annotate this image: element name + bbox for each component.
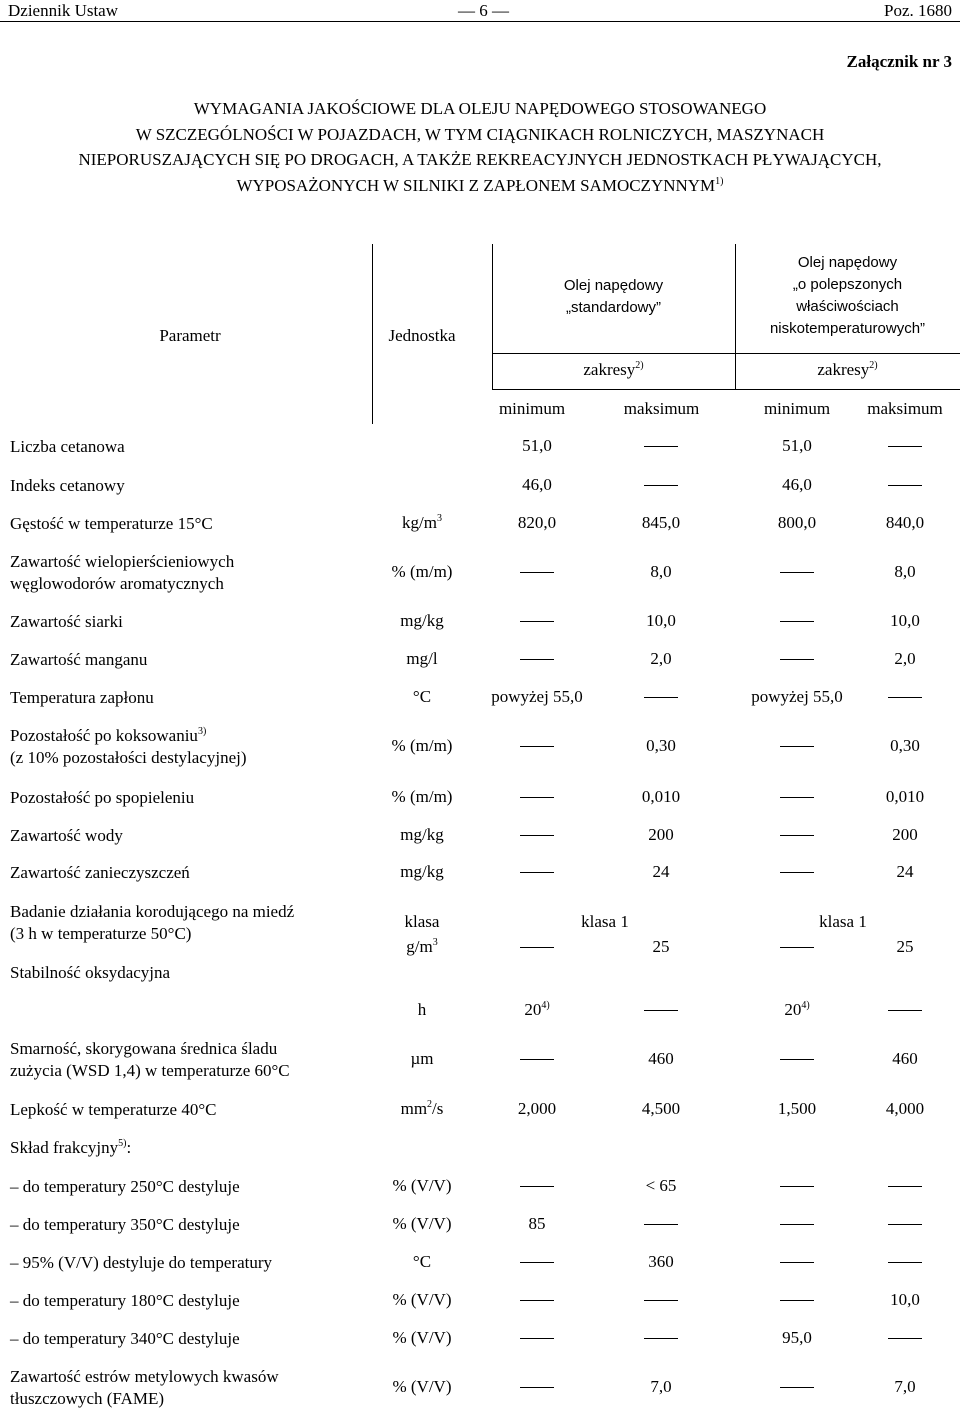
std-minimum: minimum <box>498 399 566 418</box>
parameter-line <box>10 475 125 497</box>
parameter-line: zużycia (WSD 1,4) w temperaturze 60°C <box>10 1061 290 1080</box>
dash-mark <box>644 1224 678 1225</box>
unit-text: µm <box>410 1049 434 1068</box>
dash-mark <box>780 1262 814 1263</box>
value-cell-text: 460 <box>892 1049 918 1068</box>
value-cell-text: 51,0 <box>522 436 552 455</box>
dash-mark <box>520 1338 554 1339</box>
span-value <box>581 912 629 932</box>
unit-text: mg/l <box>406 649 438 668</box>
page-header <box>0 0 960 22</box>
position-number: Poz. 1680 <box>884 1 952 20</box>
unit-text: kg/m <box>402 513 437 532</box>
parameter-cell <box>10 1328 240 1350</box>
parameter-line <box>10 1252 272 1274</box>
unit-text: g/m <box>406 937 433 956</box>
dash-mark <box>780 1224 814 1225</box>
col-improved-title <box>735 252 960 340</box>
improved-line: właściwościach <box>796 298 899 315</box>
value-cell-text: 7,0 <box>894 1377 916 1396</box>
document-title <box>0 96 960 198</box>
parameter-text: Smarność, skorygowana średnica śladu <box>10 1039 278 1058</box>
value-cell <box>650 1377 671 1397</box>
dash-mark <box>780 872 814 873</box>
parameter-cell <box>10 1137 131 1159</box>
unit-cell: h <box>417 1000 427 1019</box>
value-cell <box>886 787 924 807</box>
parameter-line: (3 h w temperaturze 50°C) <box>10 924 192 943</box>
unit-cell <box>410 1049 433 1069</box>
value-cell-text: 845,0 <box>641 513 681 532</box>
dash-mark <box>644 697 678 698</box>
parameter-cell <box>10 825 123 847</box>
header-rule <box>492 353 960 354</box>
parameter-line <box>10 1099 216 1121</box>
value-cell <box>782 436 812 456</box>
dash-mark <box>520 1387 554 1388</box>
value-cell <box>894 562 915 582</box>
header-rule <box>492 389 960 390</box>
unit-sup: 3 <box>436 513 442 524</box>
unit-text: % (m/m) <box>391 787 453 806</box>
parameter-cell <box>10 436 125 458</box>
imp-minimum: minimum <box>763 399 831 418</box>
title-line-text: WYPOSAŻONYCH W SILNIKI Z ZAPŁONEM SAMOCZYNNYM <box>236 175 716 195</box>
value-cell-sup: 4) <box>801 1000 810 1011</box>
parameter-text: Stabilność oksydacyjna <box>10 963 171 982</box>
unit-cell <box>406 649 437 669</box>
unit-text: mm <box>400 1099 428 1118</box>
dash-mark <box>780 1186 814 1187</box>
unit-cell <box>392 1214 451 1234</box>
parameter-line <box>10 1137 131 1159</box>
unit-cell <box>400 611 443 631</box>
dash-mark <box>780 1059 814 1060</box>
dash-mark <box>780 835 814 836</box>
unit-text: % (V/V) <box>392 1214 452 1233</box>
parameter-text: Gęstość w temperaturze 15°C <box>10 514 213 533</box>
dash-mark <box>520 835 554 836</box>
value-cell-sup: 4) <box>541 1000 550 1011</box>
parameter-cell <box>10 1252 272 1274</box>
unit-sup: 3 <box>432 937 438 948</box>
value-cell-text: 7,0 <box>650 1377 672 1396</box>
value-cell <box>894 1377 915 1397</box>
parameter-text: Pozostałość po spopieleniu <box>10 788 195 807</box>
title-line: WYMAGANIA JAKOŚCIOWE DLA OLEJU NAPĘDOWEGO STOSOWANEGO <box>193 99 767 118</box>
value-cell-text: powyżej 55,0 <box>751 687 843 706</box>
dash-mark <box>780 797 814 798</box>
unit-text: klasa <box>404 912 440 931</box>
dash-mark <box>888 697 922 698</box>
dash-mark <box>780 572 814 573</box>
parameter-line <box>10 513 213 535</box>
value-cell <box>751 687 843 707</box>
value-cell-text: 4,500 <box>641 1099 681 1118</box>
unit-text: % (m/m) <box>391 562 453 581</box>
value-cell-text: 25 <box>652 937 670 956</box>
value-cell-text: 24 <box>652 862 670 881</box>
value-cell-text: 24 <box>896 862 914 881</box>
col-standard-title <box>492 275 735 319</box>
dash-mark <box>644 485 678 486</box>
span-value <box>819 912 867 932</box>
dash-mark <box>888 446 922 447</box>
parameter-text: Badanie działania korodującego na miedź <box>10 902 295 921</box>
value-cell <box>522 436 552 456</box>
value-cell-text: 0,30 <box>890 736 920 755</box>
parameter-line <box>10 962 170 984</box>
parameter-line <box>10 436 125 458</box>
journal-name: Dziennik Ustaw <box>8 1 119 20</box>
parameter-cell <box>10 513 213 535</box>
value-cell <box>782 475 812 495</box>
parameter-text: – do temperatury 340°C destyluje <box>10 1329 240 1348</box>
parameter-text: Zawartość siarki <box>10 612 123 631</box>
parameter-line <box>10 1328 240 1350</box>
value-cell <box>642 1099 680 1119</box>
parameter-cell <box>10 1366 279 1410</box>
unit-cell <box>392 787 453 807</box>
improved-line: „o polepszonych <box>792 276 903 293</box>
value-cell <box>648 1252 674 1272</box>
parameter-cell <box>10 687 154 709</box>
col-jednostka: Jednostka <box>388 326 456 345</box>
dash-mark <box>780 746 814 747</box>
parameter-line: węglowodorów aromatycznych <box>10 574 224 593</box>
unit-cell <box>392 1377 451 1397</box>
dash-mark <box>780 947 814 948</box>
value-cell-text: 46,0 <box>522 475 552 494</box>
dash-mark <box>888 485 922 486</box>
value-cell-text: 0,010 <box>641 787 681 806</box>
parameter-text: Indeks cetanowy <box>10 476 125 495</box>
improved-line: niskotemperaturowych” <box>769 320 926 337</box>
dash-mark <box>520 872 554 873</box>
unit-text: °C <box>412 1252 432 1271</box>
parameter-line <box>10 862 190 884</box>
unit-cell <box>401 1099 444 1119</box>
value-cell <box>642 787 680 807</box>
value-cell-text: 0,30 <box>646 736 676 755</box>
parameter-text: Zawartość wody <box>10 826 123 845</box>
std-line: „standardowy” <box>565 299 662 316</box>
value-cell-text: 200 <box>648 825 674 844</box>
parameter-cell <box>10 611 123 633</box>
unit-text: % (V/V) <box>392 1290 452 1309</box>
std-line: Olej napędowy <box>563 277 664 294</box>
parameter-text: Temperatura zapłonu <box>10 688 154 707</box>
parameter-text: – do temperatury 250°C destyluje <box>10 1177 240 1196</box>
value-cell-text: 360 <box>648 1252 674 1271</box>
parameter-line <box>10 725 247 747</box>
value-cell-text: 820,0 <box>517 513 557 532</box>
dash-mark <box>780 1300 814 1301</box>
parameter-cell <box>10 901 294 945</box>
value-cell-text: 840,0 <box>885 513 925 532</box>
unit-tail: /s <box>432 1099 444 1118</box>
value-cell-text: < 65 <box>645 1176 677 1195</box>
parameter-cell <box>10 1038 290 1082</box>
parameter-line <box>10 787 194 809</box>
unit-cell <box>413 1252 431 1272</box>
parameter-footnote: 5) <box>118 1138 127 1149</box>
value-cell <box>890 611 920 631</box>
dash-mark <box>644 446 678 447</box>
dash-mark <box>520 1300 554 1301</box>
improved-zakresy <box>735 359 960 381</box>
parameter-line <box>10 1038 290 1060</box>
value-cell-text: 10,0 <box>890 1290 920 1309</box>
value-cell-text: 460 <box>648 1049 674 1068</box>
parameter-cell <box>10 787 194 809</box>
unit-cell <box>400 862 443 882</box>
unit-sup: 2 <box>427 1099 433 1110</box>
value-cell <box>650 562 671 582</box>
parameter-line <box>10 1214 240 1236</box>
unit-cell <box>392 1328 451 1348</box>
parameter-line <box>10 1176 240 1198</box>
unit-text: mg/kg <box>400 611 444 630</box>
value-cell <box>522 475 552 495</box>
value-cell <box>642 513 680 533</box>
value-cell <box>529 1214 546 1234</box>
value-cell <box>653 862 670 882</box>
parameter-cell <box>10 475 125 497</box>
value-cell <box>782 1328 812 1348</box>
std-zakresy <box>492 359 735 381</box>
parameter-cell <box>10 725 247 769</box>
zakresy-label: zakresy <box>817 360 870 379</box>
span-value-text: klasa 1 <box>581 912 629 931</box>
dash-mark <box>644 1338 678 1339</box>
parameter-cell <box>10 1290 240 1312</box>
title-line <box>0 173 960 199</box>
parameter-line <box>10 687 154 709</box>
unit-text: °C <box>412 687 432 706</box>
dash-mark <box>888 1186 922 1187</box>
parameter-line <box>10 1290 240 1312</box>
value-cell-text: powyżej 55,0 <box>491 687 583 706</box>
parameter-text: Zawartość manganu <box>10 650 148 669</box>
value-cell <box>650 649 671 669</box>
value-cell <box>784 1000 809 1020</box>
parameter-cell <box>10 551 234 595</box>
std-maksimum: maksimum <box>623 399 700 418</box>
parameter-text: Zawartość zanieczyszczeń <box>10 863 190 882</box>
value-cell-text: 46,0 <box>782 475 812 494</box>
parameter-cell <box>10 1214 240 1236</box>
parameter-line: tłuszczowych (FAME) <box>10 1389 165 1408</box>
value-cell <box>518 1099 556 1119</box>
value-cell <box>646 736 676 756</box>
unit-cell <box>402 513 442 533</box>
value-cell-text: 10,0 <box>646 611 676 630</box>
title-line: W SZCZEGÓLNOŚCI W POJAZDACH, W TYM CIĄGNIKACH ROLNICZYCH, MASZYNACH <box>135 124 825 144</box>
value-cell-text: 4,000 <box>885 1099 925 1118</box>
value-cell <box>648 825 674 845</box>
unit-cell <box>392 1290 451 1310</box>
dash-mark <box>520 572 554 573</box>
value-cell-text: 200 <box>892 825 918 844</box>
parameter-text: Skład frakcyjny <box>10 1138 119 1157</box>
unit-cell <box>392 1176 451 1196</box>
parameter-text: Liczba cetanowa <box>10 437 125 456</box>
value-cell-text: 1,500 <box>777 1099 817 1118</box>
unit-cell <box>392 736 453 756</box>
dash-mark <box>888 1224 922 1225</box>
value-cell <box>890 736 920 756</box>
value-cell-text: 51,0 <box>782 436 812 455</box>
dash-mark <box>780 659 814 660</box>
value-cell-text: 25 <box>896 937 914 956</box>
value-cell <box>653 937 670 957</box>
unit-cell <box>400 825 443 845</box>
title-footnote: 1) <box>715 175 724 187</box>
parameter-cell <box>10 1099 216 1121</box>
dash-mark <box>520 1262 554 1263</box>
unit-text: % (m/m) <box>391 736 453 755</box>
parameter-text: – do temperatury 180°C destyluje <box>10 1291 240 1310</box>
dash-mark <box>520 746 554 747</box>
parameter-line <box>10 611 123 633</box>
header-rule <box>0 21 960 22</box>
parameter-cell <box>10 962 170 984</box>
dash-mark <box>520 1186 554 1187</box>
unit-text: mg/kg <box>400 862 444 881</box>
value-cell-text: 2,0 <box>894 649 916 668</box>
parameter-line: (z 10% pozostałości destylacyjnej) <box>10 748 247 767</box>
value-cell-text: 20 <box>784 1000 802 1019</box>
parameter-text: – do temperatury 350°C destyluje <box>10 1215 240 1234</box>
parameter-text: Lepkość w temperaturze 40°C <box>10 1100 217 1119</box>
col-parametr: Parametr <box>159 326 221 345</box>
value-cell <box>892 825 918 845</box>
dash-mark <box>520 621 554 622</box>
parameter-text: Zawartość wielopierścieniowych <box>10 552 235 571</box>
value-cell-text: 8,0 <box>650 562 672 581</box>
title-line: NIEPORUSZAJĄCYCH SIĘ PO DROGACH, A TAKŻE REKREACYJNYCH JEDNOSTKACH PŁYWAJĄCYCH, <box>78 150 882 169</box>
parameter-line <box>10 649 147 671</box>
parameter-line <box>10 551 234 573</box>
unit-text: % (V/V) <box>392 1328 452 1347</box>
page-number: — 6 — <box>458 1 509 20</box>
value-cell-text: 2,0 <box>650 649 672 668</box>
parameter-text: Zawartość estrów metylowych kwasów <box>10 1367 279 1386</box>
parameter-line <box>10 1366 279 1388</box>
parameter-cell <box>10 862 190 884</box>
value-cell-text: 85 <box>528 1214 546 1233</box>
value-cell <box>894 649 915 669</box>
value-cell <box>648 1049 674 1069</box>
value-cell <box>886 1099 924 1119</box>
unit-text: % (V/V) <box>392 1176 452 1195</box>
value-cell <box>778 1099 816 1119</box>
value-cell-text: 8,0 <box>894 562 916 581</box>
value-cell <box>886 513 924 533</box>
value-cell <box>491 687 583 707</box>
dash-mark <box>888 1338 922 1339</box>
unit-text: mg/kg <box>400 825 444 844</box>
value-cell <box>897 862 914 882</box>
value-cell-text: 2,000 <box>517 1099 557 1118</box>
value-cell <box>892 1049 918 1069</box>
span-value-text: klasa 1 <box>819 912 867 931</box>
parameter-text: – 95% (V/V) destyluje do temperatury <box>10 1253 273 1272</box>
dash-mark <box>644 1010 678 1011</box>
dash-mark <box>520 797 554 798</box>
unit-cell <box>405 912 440 932</box>
unit-cell <box>413 687 431 707</box>
parameter-tail: : <box>126 1138 132 1157</box>
value-cell <box>524 1000 549 1020</box>
parameter-cell <box>10 649 147 671</box>
annex-label: Załącznik nr 3 <box>846 52 952 71</box>
zakresy-footnote: 2) <box>869 360 878 371</box>
value-cell <box>890 1290 920 1310</box>
dash-mark <box>780 1387 814 1388</box>
zakresy-footnote: 2) <box>635 360 644 371</box>
parameter-text: Pozostałość po koksowaniu <box>10 726 198 745</box>
unit-cell <box>392 562 453 582</box>
dash-mark <box>520 659 554 660</box>
parameter-footnote: 3) <box>197 726 207 737</box>
unit-text: % (V/V) <box>392 1377 452 1396</box>
imp-maksimum: maksimum <box>867 399 943 418</box>
dash-mark <box>520 947 554 948</box>
value-cell-text: 95,0 <box>782 1328 812 1347</box>
value-cell <box>646 1176 677 1196</box>
value-cell <box>646 611 676 631</box>
dash-mark <box>780 621 814 622</box>
dash-mark <box>888 1010 922 1011</box>
value-cell <box>778 513 816 533</box>
zakresy-label: zakresy <box>583 360 636 379</box>
dash-mark <box>644 1300 678 1301</box>
value-cell-text: 10,0 <box>890 611 920 630</box>
value-cell-text: 800,0 <box>777 513 817 532</box>
unit-cell <box>406 937 437 957</box>
dash-mark <box>888 1262 922 1263</box>
value-cell-text: 20 <box>524 1000 542 1019</box>
value-cell-text: 0,010 <box>885 787 925 806</box>
value-cell <box>897 937 914 957</box>
dash-mark <box>520 1059 554 1060</box>
parameter-line <box>10 901 294 923</box>
improved-line: Olej napędowy <box>797 254 898 271</box>
parameter-cell <box>10 1176 240 1198</box>
value-cell <box>518 513 556 533</box>
parameter-line <box>10 825 123 847</box>
